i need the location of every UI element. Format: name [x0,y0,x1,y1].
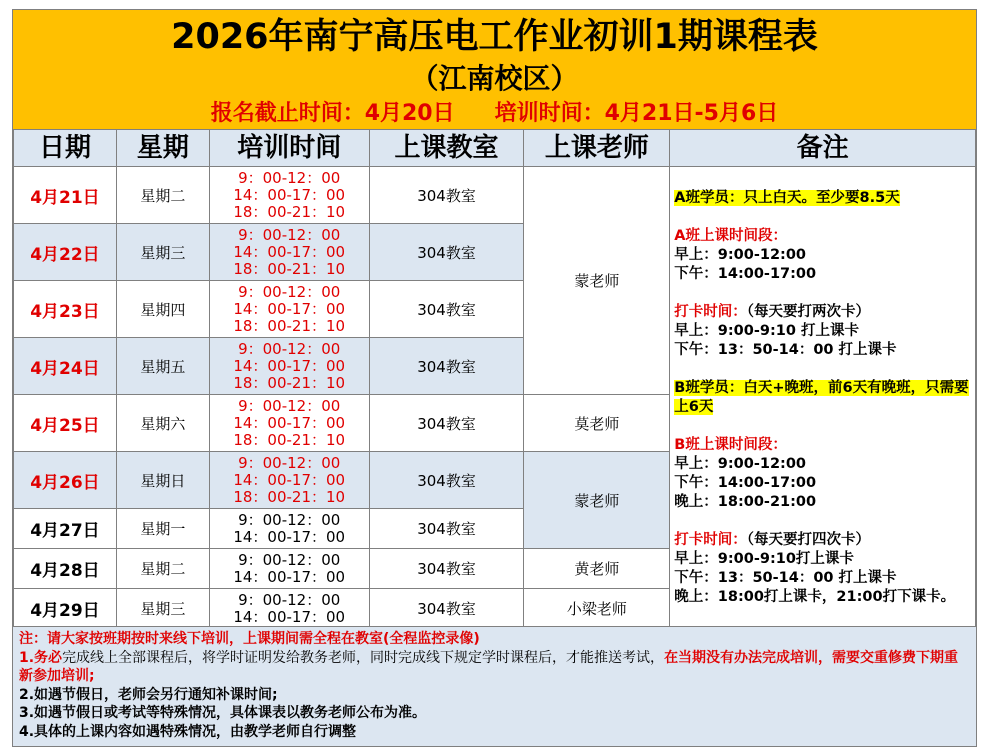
a-clock-title: 打卡时间： [674,304,747,320]
footer-line-2-prefix: 1.务必 [19,649,63,666]
footer-notes [13,626,976,746]
room-cell: 304教室 [369,224,524,281]
room-cell: 304教室 [369,338,524,395]
teacher-cell: 小梁老师 [524,589,670,629]
header-banner [13,10,976,129]
b-time-title: B班上课时间段： [674,437,787,453]
footer-line-4: 3.如遇节假日或考试等特殊情况，具体课表以教务老师公布为准。 [19,705,427,721]
date-cell: 4月29日 [14,589,117,629]
b-clock-morning: 早上：9:00-9:10打上课卡 [674,551,854,567]
col-header-time: 培训时间 [209,130,369,167]
weekday-cell: 星期日 [116,452,209,509]
time-slot: 9：00-12：00 [238,590,341,609]
time-slot: 14：00-17：00 [233,470,346,489]
a-afternoon: 下午：14:00-17:00 [674,266,817,282]
b-evening: 晚上：18:00-21:00 [674,494,817,510]
weekday-cell: 星期二 [116,167,209,224]
footer-line-2-body: 完成线上全部课程后，将学时证明发给教务老师，同时完成线下规定学时课程后，才能推送考试， [62,649,665,666]
time-cell [209,281,369,338]
room-cell: 304教室 [369,395,524,452]
time-slot: 18：00-21：10 [233,259,346,278]
schedule-table [13,129,976,629]
footer-line-2-warning: 在当期没有办法完成培训，需要交重修费下期重新参加培训; [19,649,959,684]
time-slot: 14：00-17：00 [233,413,346,432]
enrollment-info [13,100,976,128]
time-slot: 18：00-21：10 [233,202,346,221]
b-afternoon: 下午：14:00-17:00 [674,475,817,491]
footer-line-1: 注：请大家按班期按时来线下培训，上课期间需全程在教室(全程监控录像) [19,631,480,647]
room-cell: 304教室 [369,509,524,549]
room-cell: 304教室 [369,167,524,224]
time-slot: 14：00-17：00 [233,527,346,546]
time-slot: 9：00-12：00 [238,550,341,569]
notes-panel [670,167,975,607]
col-header-weekday: 星期 [116,130,209,167]
weekday-cell: 星期五 [116,338,209,395]
b-clock-evening: 晚上：18:00打上课卡，21:00打下课卡。 [674,589,956,605]
time-cell [209,509,369,549]
teacher-cell: 莫老师 [524,395,670,452]
time-slot: 9：00-12：00 [238,453,341,472]
date-cell: 4月25日 [14,395,117,452]
date-cell: 4月22日 [14,224,117,281]
time-slot: 9：00-12：00 [238,339,341,358]
time-slot: 14：00-17：00 [233,185,346,204]
a-time-title: A班上课时间段： [674,228,788,244]
room-cell: 304教室 [369,589,524,629]
footer-line-3: 2.如遇节假日，老师会另行通知补课时间; [19,686,278,703]
time-slot: 14：00-17：00 [233,299,346,318]
weekday-cell: 星期二 [116,549,209,589]
time-slot: 9：00-12：00 [238,510,341,529]
schedule-sheet [12,9,977,747]
b-class-note: B班学员：白天+晚班，前6天有晚班，只需要上6天 [674,380,969,415]
time-cell [209,395,369,452]
col-header-room: 上课教室 [369,130,524,167]
room-cell: 304教室 [369,549,524,589]
weekday-cell: 星期一 [116,509,209,549]
time-slot: 18：00-21：10 [233,373,346,392]
b-clock-afternoon: 下午：13：50-14：00 打上课卡 [674,570,897,586]
page-title: 2026年南宁高压电工作业初训1期课程表 [171,17,818,57]
room-cell: 304教室 [369,281,524,338]
time-cell [209,167,369,224]
weekday-cell: 星期六 [116,395,209,452]
time-cell [209,549,369,589]
time-slot: 14：00-17：00 [233,356,346,375]
time-slot: 14：00-17：00 [233,242,346,261]
footer-line-5: 4.具体的上课内容如遇特殊情况，由教学老师自行调整 [19,723,357,740]
col-header-notes: 备注 [670,130,976,167]
signup-deadline: 报名截止时间：4月20日 [210,101,455,126]
a-morning: 早上：9:00-12:00 [674,247,807,263]
date-cell: 4月24日 [14,338,117,395]
b-clock-title: 打卡时间： [674,532,747,548]
time-cell [209,452,369,509]
teacher-cell: 蒙老师 [524,167,670,395]
footer-line-2 [19,649,970,686]
time-slot: 14：00-17：00 [233,567,346,586]
a-clock-morning: 早上：9:00-9:10 打上课卡 [674,323,859,339]
time-slot: 18：00-21：10 [233,430,346,449]
date-cell: 4月26日 [14,452,117,509]
col-header-date: 日期 [14,130,117,167]
col-header-teacher: 上课老师 [524,130,670,167]
time-cell [209,338,369,395]
page-subtitle: （江南校区） [410,62,579,95]
a-clock-afternoon: 下午：13：50-14：00 打上课卡 [674,342,897,358]
time-slot: 9：00-12：00 [238,396,341,415]
a-class-note: A班学员：只上白天。至少要8.5天 [674,190,900,206]
time-cell [209,589,369,629]
time-slot: 18：00-21：10 [233,487,346,506]
date-cell: 4月23日 [14,281,117,338]
date-cell: 4月28日 [14,549,117,589]
date-cell: 4月21日 [14,167,117,224]
time-slot: 9：00-12：00 [238,282,341,301]
time-slot: 9：00-12：00 [238,225,341,244]
weekday-cell: 星期三 [116,224,209,281]
weekday-cell: 星期三 [116,589,209,629]
training-period: 培训时间：4月21日-5月6日 [494,101,779,126]
date-cell: 4月27日 [14,509,117,549]
room-cell: 304教室 [369,452,524,509]
time-cell [209,224,369,281]
teacher-cell: 黄老师 [524,549,670,589]
time-slot: 9：00-12：00 [238,168,341,187]
b-clock-note: （每天要打四次卡） [746,532,871,548]
a-clock-note: （每天要打两次卡） [746,304,871,320]
weekday-cell: 星期四 [116,281,209,338]
time-slot: 18：00-21：10 [233,316,346,335]
b-morning: 早上：9:00-12:00 [674,456,807,472]
teacher-cell: 蒙老师 [524,452,670,549]
table-header-row [14,130,976,167]
notes-cell [670,167,976,629]
time-slot: 14：00-17：00 [233,607,346,626]
table-row [14,167,976,224]
